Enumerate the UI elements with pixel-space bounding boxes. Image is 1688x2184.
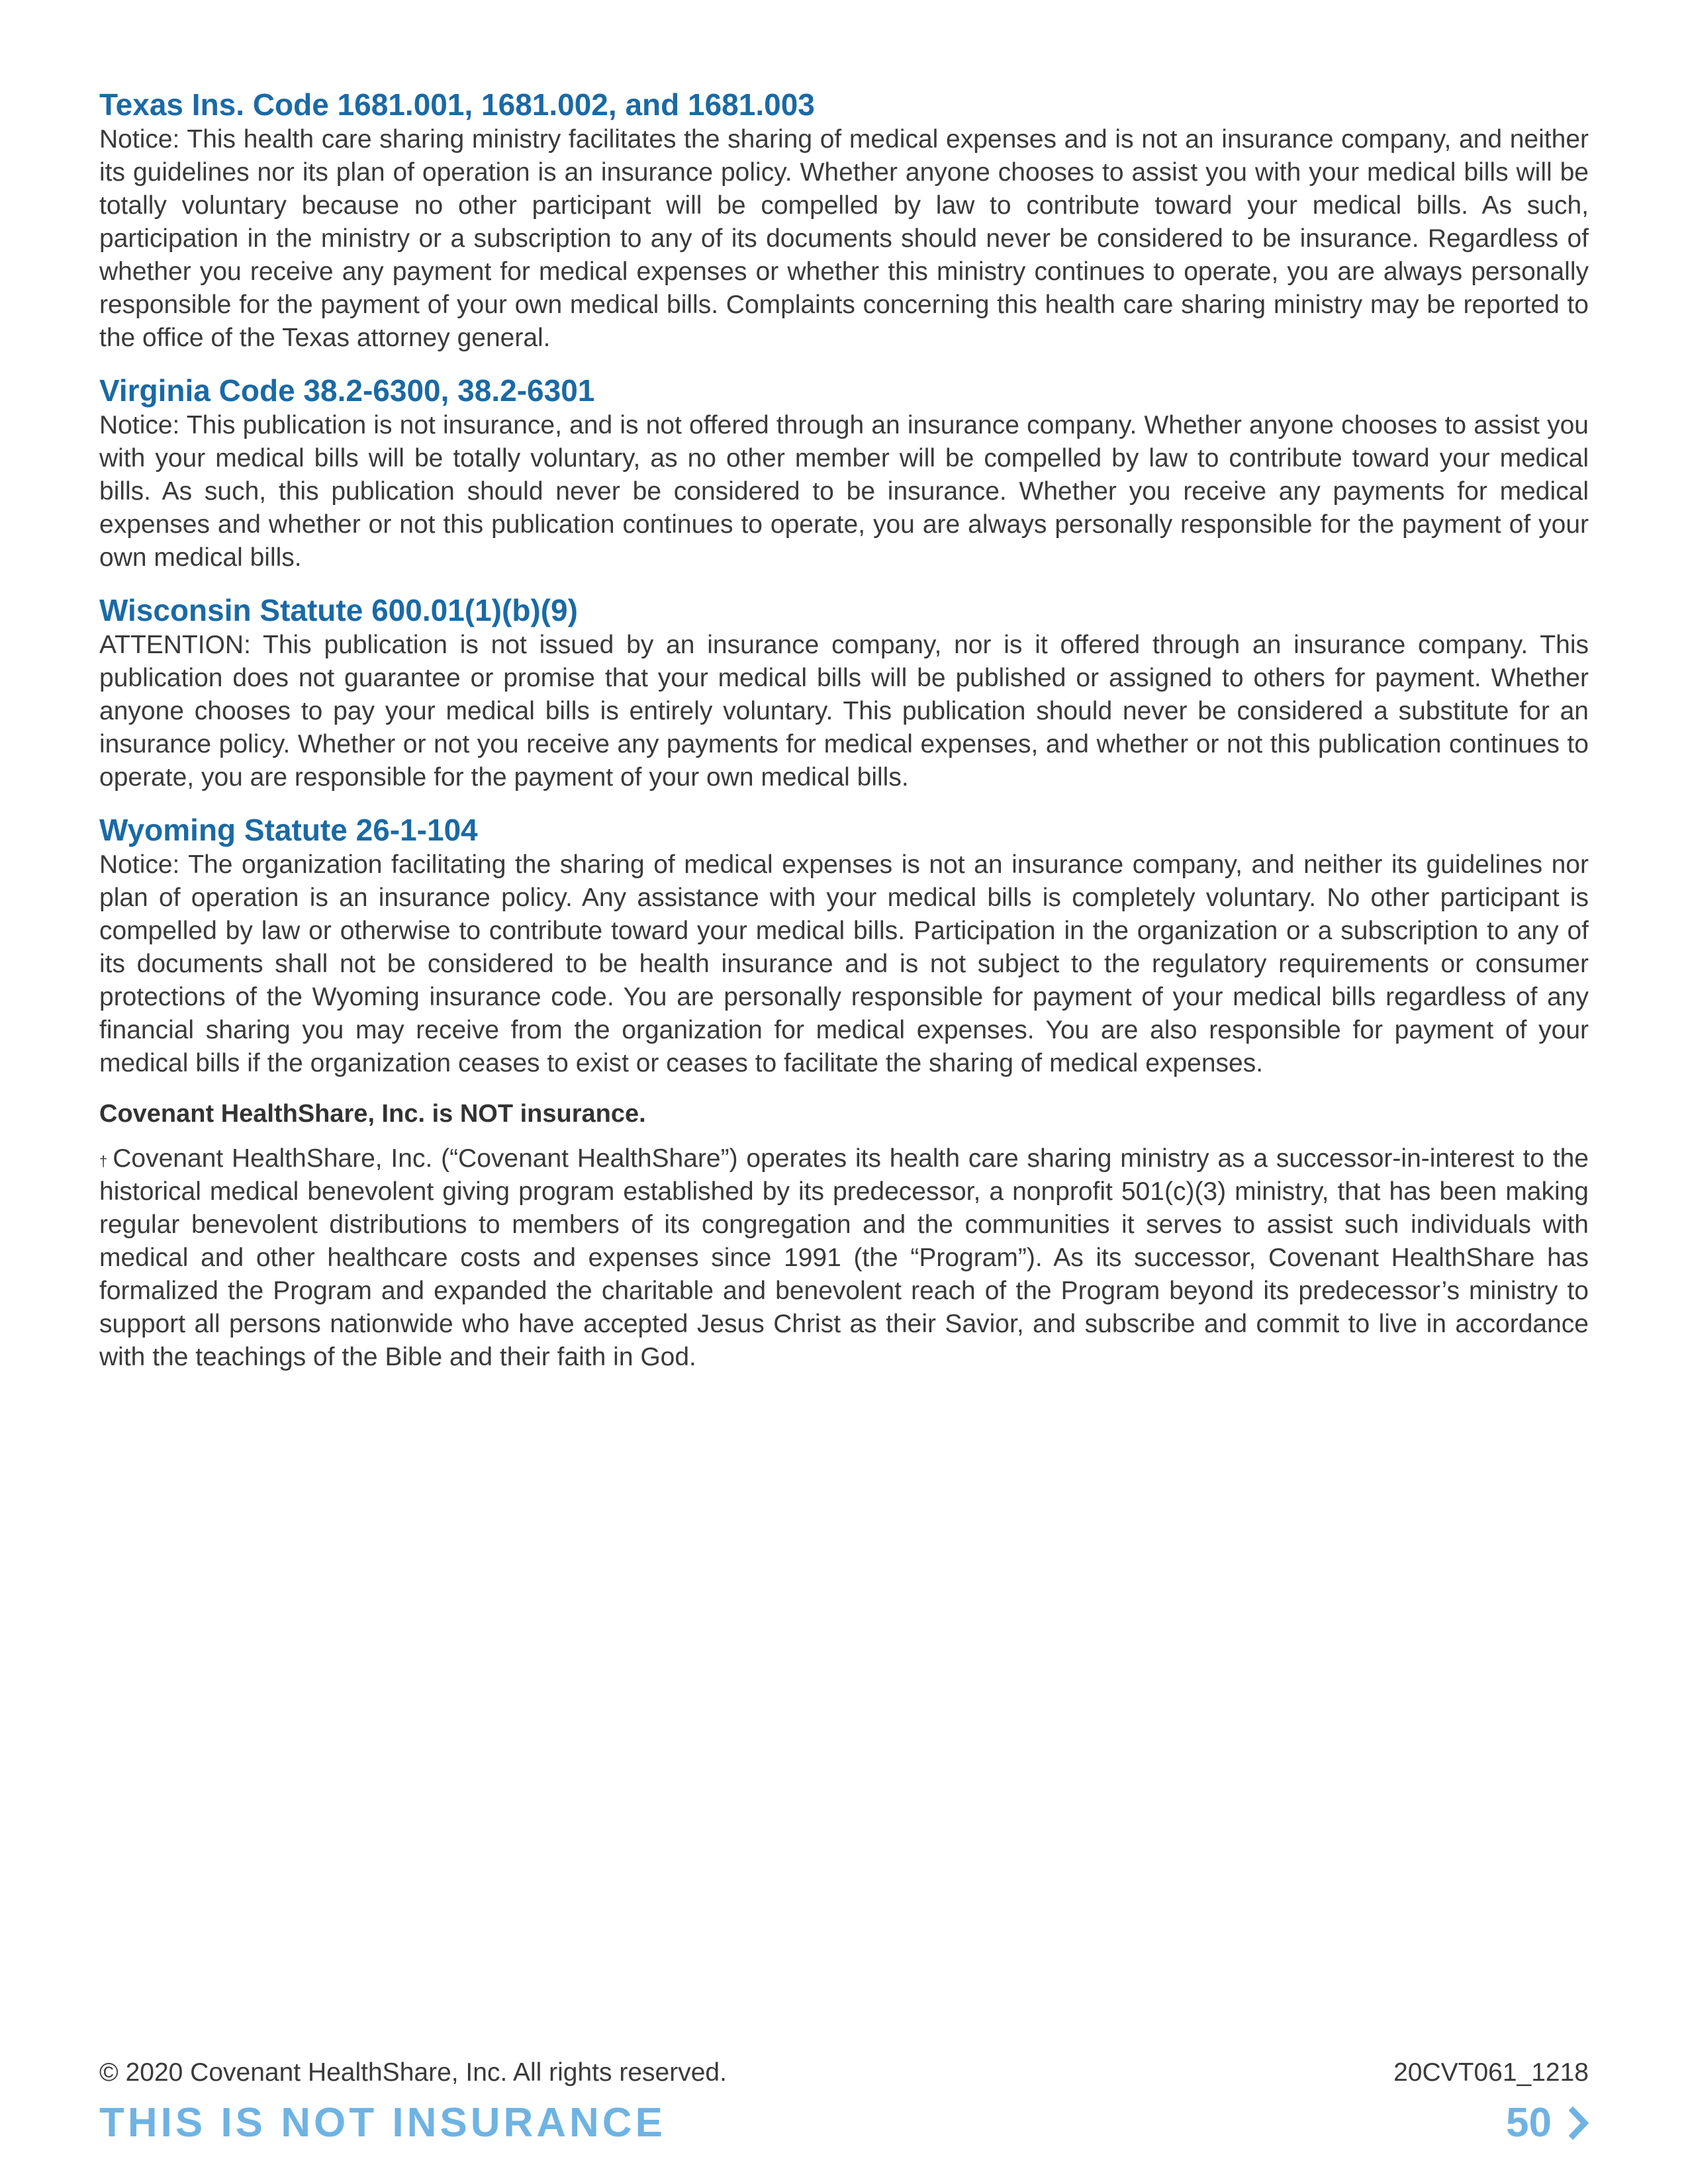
footnote (99, 1142, 1589, 1374)
not-insurance-note: Covenant HealthShare, Inc. is NOT insurance. (99, 1100, 646, 1128)
footer-tagline: THIS IS NOT INSURANCE (99, 2100, 666, 2146)
document-code: 20CVT061_1218 (1393, 2058, 1589, 2087)
page-navigation[interactable] (1506, 2099, 1589, 2146)
section-heading-wyoming: Wyoming Statute 26-1-104 (99, 813, 478, 847)
footnote-marker: † (99, 1153, 109, 1169)
copyright-text: © 2020 Covenant HealthShare, Inc. All rights reserved. (99, 2058, 727, 2087)
section-body-texas: Notice: This health care sharing ministry facilitates the sharing of medical expenses and is not an insurance company, and neither its guidelines nor its plan of operation is an insurance policy. Whether anyone chooses to assist you with your medical bills will be totally voluntary because no other participant will be compelled by law to contribute toward your medical bills. As such, participation in the ministry or a subscription to any of its documents should never be considered to be insurance. Regardless of whether you receive any payment for medical expenses or whether this ministry continues to operate, you are always personally responsible for the payment of your own medical bills. Complaints concerning this health care sharing ministry may be reported to the office of the Texas attorney general. (99, 125, 1589, 352)
section-body-wyoming: Notice: The organization facilitating the sharing of medical expenses is not an insurance company, and neither its guidelines nor plan of operation is an insurance policy. Any assistance with your medical bills is completely voluntary. No other participant is compelled by law or otherwise to contribute toward your medical bills. Participation in the organization or a subscription to any of its documents shall not be considered to be health insurance and is not subject to the regulatory requirements or consumer protections of the Wyoming insurance code. You are personally responsible for payment of your medical bills regardless of any financial sharing you may receive from the organization for medical expenses. You are also responsible for payment of your medical bills if the organization ceases to exist or ceases to facilitate the sharing of medical expenses. (99, 850, 1589, 1077)
section-heading-wisconsin: Wisconsin Statute 600.01(1)(b)(9) (99, 593, 578, 627)
section-heading-texas: Texas Ins. Code 1681.001, 1681.002, and 1681.003 (99, 87, 815, 122)
chevron-right-icon[interactable] (1569, 2107, 1589, 2140)
footnote-text: Covenant HealthShare, Inc. (“Covenant HealthShare”) operates its health care sharing ministry as a successor-in-interest to the historical medical benevolent giving program established by its predecessor, a nonprofit 501(c)(3) ministry, that has been making regular benevolent distributions to members of its congregation and the communities it serves to assist such individuals with medical and other healthcare costs and expenses since 1991 (the “Program”). As its successor, Covenant HealthShare has formalized the Program and expanded the charitable and benevolent reach of the Program beyond its predecessor’s ministry to support all persons nationwide who have accepted Jesus Christ as their Savior, and subscribe and commit to live in accordance with the teachings of the Bible and their faith in God. (99, 1144, 1589, 1371)
document-content (99, 86, 1589, 1374)
page-number: 50 (1506, 2100, 1552, 2146)
section-body-virginia: Notice: This publication is not insurance, and is not offered through an insurance company. Whether anyone chooses to assist you with your medical bills will be totally voluntary, as no other member will be compelled by law to contribute toward your medical bills. As such, this publication should never be considered to be insurance. Whether you receive any payments for medical expenses and whether or not this publication continues to operate, you are always personally responsible for the payment of your own medical bills. (99, 411, 1589, 572)
section-body-wisconsin: ATTENTION: This publication is not issued by an insurance company, nor is it offered through an insurance company. This publication does not guarantee or promise that your medical bills will be published or assigned to others for payment. Whether anyone chooses to pay your medical bills is entirely voluntary. This publication should never be considered a substitute for an insurance policy. Whether or not you receive any payments for medical expenses, and whether or not this publication continues to operate, you are responsible for the payment of your own medical bills. (99, 631, 1589, 792)
page-footer (99, 2058, 1589, 2146)
section-heading-virginia: Virginia Code 38.2-6300, 38.2-6301 (99, 373, 595, 408)
